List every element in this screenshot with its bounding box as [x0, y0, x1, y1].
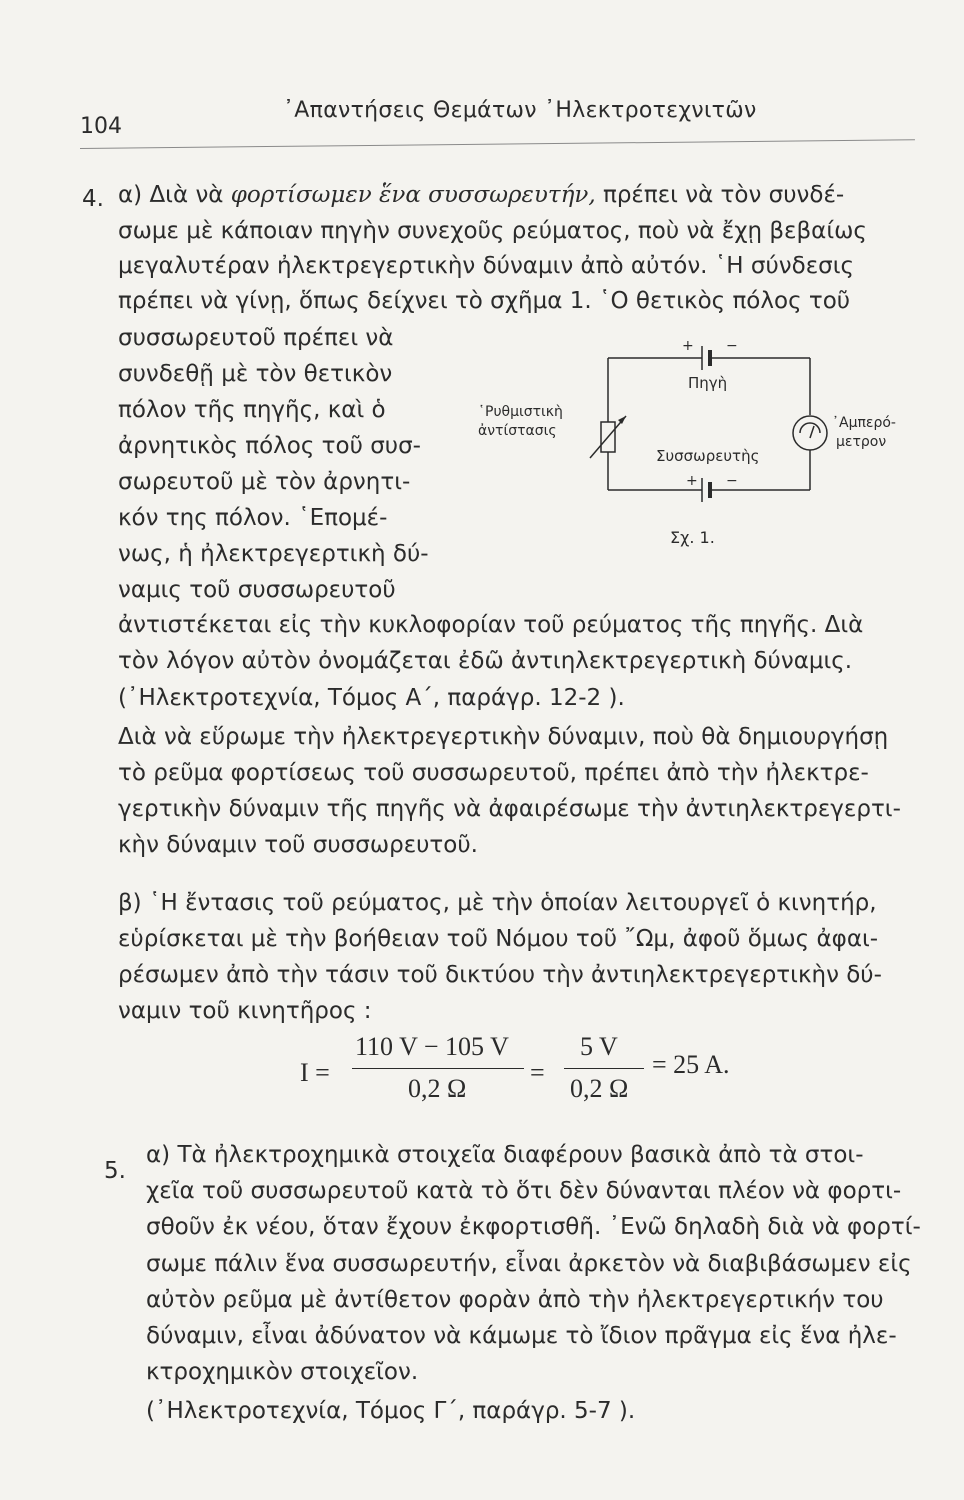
source-plus-label: +: [682, 338, 694, 354]
q4-wrap-line: συνδεθῇ μὲ τὸν θετικὸν: [118, 361, 393, 387]
q4-wrap-line: ναμις τοῦ συσσωρευτοῦ: [118, 577, 396, 603]
q4-line1-italic: φορτίσωμεν ἕνα συσσωρευτήν,: [230, 182, 596, 208]
q4-line: σωμε μὲ κάποιαν πηγὴν συνεχοῦς ρεύματος, ποὺ νὰ ἔχῃ βεβαίως: [118, 218, 867, 244]
rheostat-label-1: ῾Ρυθμιστικὴ: [478, 404, 563, 420]
equation-denominator-1: 0,2 Ω: [408, 1074, 467, 1103]
q5-line: κτροχημικὸν στοιχεῖον.: [146, 1359, 419, 1385]
q5-line: σωμε πάλιν ἕνα συσσωρευτήν, εἶναι ἀρκετὸν νὰ διαβιβάσωμεν εἰς: [146, 1251, 912, 1277]
q5-line: αὐτὸν ρεῦμα μὲ ἀντίθετον φορὰν ἀπὸ τὴν ἠλεκτρεγερτικήν του: [146, 1287, 884, 1313]
q4-wrap-line: ἀρνητικὸς πόλος τοῦ συσ-: [118, 433, 421, 459]
q4-b-line: εὑρίσκεται μὲ τὴν βοήθειαν τοῦ Νόμου τοῦ ῎Ωμ, ἀφοῦ ὅμως ἀφαι-: [118, 926, 879, 952]
source-minus-label: −: [726, 338, 738, 354]
q4-after-line: ἀντιστέκεται εἰς τὴν κυκλοφορίαν τοῦ ρεύματος τῆς πηγῆς. Διὰ: [118, 612, 864, 638]
q4-para2-line: γερτικὴν δύναμιν τῆς πηγῆς νὰ ἀφαιρέσωμε τὴν ἀντιηλεκτρεγερτι-: [118, 796, 901, 822]
q4-reference: (᾿Ηλεκτροτεχνία, Τόμος Α΄, παράγρ. 12-2 ).: [118, 685, 625, 711]
q4-wrap-line: συσσωρευτοῦ πρέπει νὰ: [118, 325, 394, 351]
battery-minus-label: −: [726, 473, 738, 489]
circuit-diagram: [470, 330, 930, 570]
q5-number: 5.: [104, 1158, 126, 1184]
q4-b-line: β) ῾Η ἔντασις τοῦ ρεύματος, μὲ τὴν ὁποίαν λειτουργεῖ ὁ κινητήρ,: [118, 890, 877, 916]
q4-line1-pre: Διὰ νὰ: [149, 182, 224, 208]
q4-wrap-line: νως, ἡ ἠλεκτρεγερτικὴ δύ-: [118, 541, 429, 567]
header-rule: [80, 139, 915, 149]
equation-result: = 25 A.: [652, 1050, 730, 1079]
q4-para2-line: τὸ ρεῦμα φορτίσεως τοῦ συσσωρευτοῦ, πρέπει ἀπὸ τὴν ἠλεκτρε-: [118, 760, 869, 786]
q5-reference: (᾿Ηλεκτροτεχνία, Τόμος Γ΄, παράγρ. 5-7 ).: [146, 1398, 636, 1424]
equation-numerator-2: 5 V: [580, 1032, 618, 1061]
ammeter-label-2: μετρον: [836, 434, 887, 450]
q5-line: χεῖα τοῦ συσσωρευτοῦ κατὰ τὸ ὅτι δὲν δύνανται πλέον νὰ φορτι-: [146, 1178, 902, 1204]
q5-a-label: α): [146, 1142, 171, 1168]
q4-b-line: ναμιν τοῦ κινητῆρος :: [118, 998, 372, 1024]
q4-wrap-line: κόν της πόλον. ῾Επομέ-: [118, 505, 388, 531]
figure-caption: Σχ. 1.: [670, 528, 715, 547]
q4-b-line: ρέσωμεν ἀπὸ τὴν τάσιν τοῦ δικτύου τὴν ἀντιηλεκτρεγερτικὴν δύ-: [118, 962, 882, 988]
equation-equals: =: [530, 1058, 545, 1087]
fraction-bar-2: [564, 1068, 644, 1069]
q4-wrap-line: πόλον τῆς πηγῆς, καὶ ὁ: [118, 397, 386, 423]
q4-a-label: α): [118, 182, 143, 208]
fraction-bar-1: [352, 1068, 524, 1069]
q4-para2-line: κὴν δύναμιν τοῦ συσσωρευτοῦ.: [118, 832, 478, 858]
q5-line-1: [146, 1140, 864, 1170]
q4-wrap-line: σωρευτοῦ μὲ τὸν ἀρνητι-: [118, 469, 411, 495]
equation-numerator-1: 110 V − 105 V: [355, 1032, 509, 1061]
q4-line1-post: πρέπει νὰ τὸν συνδέ-: [602, 182, 845, 208]
q4-para2-line: Διὰ νὰ εὕρωμε τὴν ἠλεκτρεγερτικὴν δύναμιν, ποὺ θὰ δημιουργήσῃ: [118, 724, 889, 750]
battery-plus-label: +: [686, 473, 698, 489]
rheostat-label-2: ἀντίστασις: [478, 423, 557, 439]
page-number: 104: [80, 114, 122, 139]
equation-lhs: I =: [300, 1058, 330, 1087]
battery-label: Συσσωρευτὴς: [656, 447, 760, 465]
q5-line: σθοῦν ἐκ νέου, ὅταν ἔχουν ἐκφορτισθῆ. ᾿Ενῶ δηλαδὴ διὰ νὰ φορτί-: [146, 1214, 921, 1240]
q4-line: μεγαλυτέραν ἠλεκτρεγερτικὴν δύναμιν ἀπὸ αὐτόν. ῾Η σύνδεσις: [118, 253, 854, 279]
q4-line: πρέπει νὰ γίνῃ, ὅπως δείχνει τὸ σχῆμα 1. ῾Ο θετικὸς πόλος τοῦ: [118, 288, 851, 314]
q5-line: δύναμιν, εἶναι ἀδύνατον νὰ κάμωμε τὸ ἴδιον πρᾶγμα εἰς ἕνα ἠλε-: [146, 1323, 897, 1349]
source-label: Πηγὴ: [688, 374, 728, 392]
q4-line-1: [118, 180, 844, 210]
q5-line1-text: Τὰ ἠλεκτροχημικὰ στοιχεῖα διαφέρουν βασικὰ ἀπὸ τὰ στοι-: [177, 1142, 864, 1168]
running-title: ᾿Απαντήσεις Θεμάτων ᾿Ηλεκτροτεχνιτῶν: [283, 98, 757, 123]
q4-number: 4.: [82, 186, 104, 212]
q4-after-line: τὸν λόγον αὐτὸν ὀνομάζεται ἐδῶ ἀντιηλεκτρεγερτικὴ δύναμις.: [118, 648, 853, 674]
ammeter-label-1: ᾿Αμπερό-: [832, 415, 896, 431]
equation-denominator-2: 0,2 Ω: [570, 1074, 629, 1103]
